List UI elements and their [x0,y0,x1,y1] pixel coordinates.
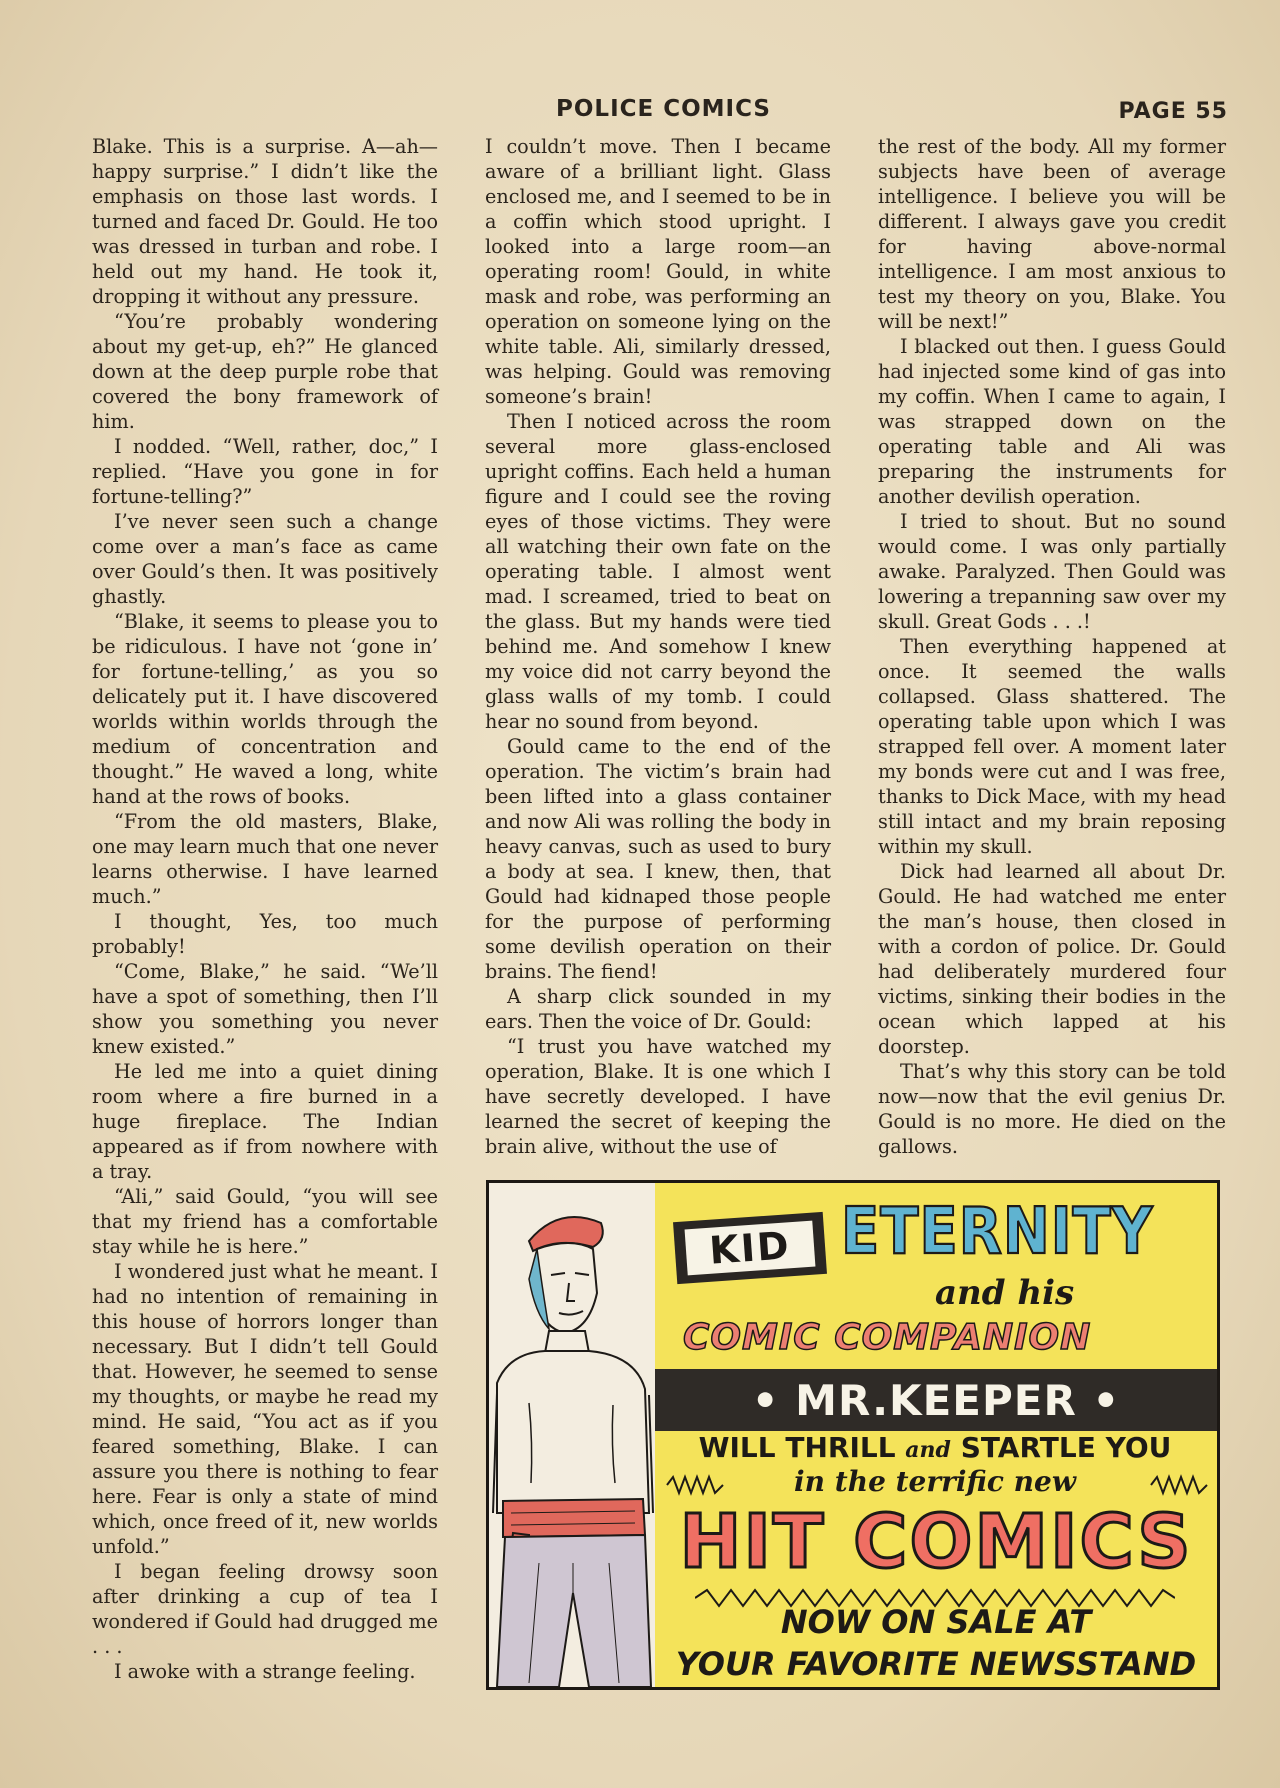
paragraph: I began feeling drowsy soon after drinking a cup of tea I wondered if Gould had drugged me . . . [92,1560,438,1658]
mr-keeper-text: • MR.KEEPER • [751,1375,1121,1425]
eternity-logo: ETERNITY [841,1194,1154,1269]
now-on-sale-line: NOW ON SALE AT [780,1603,1092,1641]
thrill-line [675,1431,1195,1464]
paragraph: That’s why this story can be told now—now that the evil genius Dr. Gould is no more. He died on the gallows. [878,1060,1226,1158]
kid-eternity-figure-icon [489,1183,655,1687]
paragraph: I’ve never seen such a change come over a man’s face as came over Gould’s then. It was positively ghastly. [92,510,438,608]
hit-comics-logo: HIT COMICS [679,1499,1193,1585]
paragraph: “I trust you have watched my operation, Blake. It is one which I have secretly developed. I have learned the secret of keeping the brain alive, without the use of [485,1035,831,1158]
and-his-text: and his [935,1273,1075,1313]
ad-text-panel [655,1183,1217,1687]
paragraph: Then everything happened at once. It seemed the walls collapsed. Glass shattered. The operating table upon which I was strapped fell over. A moment later my bonds were cut and I was free, thanks to Dick Mace, with my head still intact and my brain reposing within my skull. [878,635,1226,858]
paragraph: I wondered just what he meant. I had no intention of remaining in this house of horrors longer than necessary. But I didn’t tell Gould that. However, he seemed to sense my thoughts, or maybe he read my mind. He said, “You act as if you feared something, Blake. I can assure you there is nothing to fear here. Fear is only a state of mind which, once freed of it, new worlds unfold.” [92,1260,438,1558]
will-thrill-text: WILL THRILL [698,1431,896,1464]
paragraph: A sharp click sounded in my ears. Then the voice of Dr. Gould: [485,985,831,1033]
paragraph: “Blake, it seems to please you to be ridiculous. I have not ‘gone in’ for fortune-telling,’ as you so delicately put it. I have discovered worlds within worlds through the medium of concentration and thought.” He waved a long, white hand at the rows of books. [92,610,438,808]
startle-you-text: STARTLE YOU [960,1431,1172,1464]
kid-eternity-illustration [489,1183,658,1687]
hit-comics-advertisement [486,1180,1220,1690]
paragraph: “From the old masters, Blake, one may learn much that one never learns otherwise. I have learned much.” [92,810,439,908]
paragraph: He led me into a quiet dining room where a fire burned in a huge fireplace. The Indian appeared as if from nowhere with a tray. [92,1060,438,1183]
paragraph: Then I noticed across the room several more glass-enclosed upright coffins. Each held a human figure and I could see the roving eyes of those victims. They were all watching their own fate on the operating table. I almost went mad. I screamed, tried to beat on the glass. But my hands were tied behind me. And somehow I knew my voice did not carry beyond the glass walls of my tomb. I could hear no sound from beyond. [485,410,831,733]
kid-logo [673,1212,827,1284]
paragraph: “You’re probably wondering about my get-up, eh?” He glanced down at the deep purple robe that covered the bony framework of him. [92,310,438,433]
text-column-1 [92,134,438,1684]
and-text: and [905,1437,951,1463]
paragraph: I thought, Yes, too much probably! [92,910,438,958]
text-column-3 [878,134,1226,1159]
mr-keeper-band [655,1369,1217,1431]
paragraph: “Come, Blake,” he said. “We’ll have a spot of something, then I’ll show you something you never knew existed.” [92,960,438,1058]
paragraph: I awoke with a strange feeling. [114,1660,416,1683]
ad-top-band [655,1183,1217,1369]
text-column-2 [485,134,831,1159]
paragraph: I tried to shout. But no sound would come. I was only partially awake. Paralyzed. Then Gould was lowering a trepanning saw over my skull. Great Gods . . .! [878,510,1226,633]
page-number: PAGE 55 [1118,99,1228,124]
paragraph: Dick had learned all about Dr. Gould. He had watched me enter the man’s house, then closed in with a cordon of police. Dr. Gould had deliberately murdered four victims, sinking their bodies in the ocean which lapped at his doorstep. [878,860,1226,1058]
magazine-title: POLICE COMICS [556,96,771,122]
paragraph: I couldn’t move. Then I became aware of a brilliant light. Glass enclosed me, and I seemed to be in a coffin which stood upright. I looked into a large room—an operating room! Gould, in white mask and robe, was performing an operation on someone lying on the white table. Ali, similarly dressed, was helping. Gould was removing someone’s brain! [485,135,831,408]
newsstand-line: YOUR FAVORITE NEWSSTAND [675,1645,1197,1683]
paragraph: Gould came to the end of the operation. The victim’s brain had been lifted into a glass container and now Ali was rolling the body in heavy canvas, such as used to bury a body at sea. I knew, then, that Gould had kidnaped those people for the purpose of performing some devilish operation on their brains. The fiend! [485,735,831,983]
comic-companion-text: COMIC COMPANION [683,1317,1092,1358]
kid-logo-text: KID [685,1221,816,1276]
paragraph: “Ali,” said Gould, “you will see that my friend has a comfortable stay while he is here.” [92,1185,438,1258]
on-sale-text [655,1601,1217,1685]
paragraph: the rest of the body. All my former subjects have been of average intelligence. I believe you will be different. I always gave you credit for having above-normal intelligence. I am most anxious to test my theory on you, Blake. You will be next!” [878,135,1226,333]
right-squiggle-icon [1149,1473,1209,1497]
paragraph: I nodded. “Well, rather, doc,” I replied. “Have you gone in for fortune-telling?” [92,435,438,508]
terrific-new-text: in the terrific new [794,1465,1076,1498]
paragraph: I blacked out then. I guess Gould had injected some kind of gas into my coffin. When I came to again, I was strapped down on the operating table and Ali was preparing the instruments for another devilish operation. [878,335,1226,508]
paragraph: Blake. This is a surprise. A—ah—happy surprise.” I didn’t like the emphasis on those last words. I turned and faced Dr. Gould. He too was dressed in turban and robe. I held out my hand. He took it, dropping it without any pressure. [92,135,438,308]
left-squiggle-icon [665,1473,725,1497]
